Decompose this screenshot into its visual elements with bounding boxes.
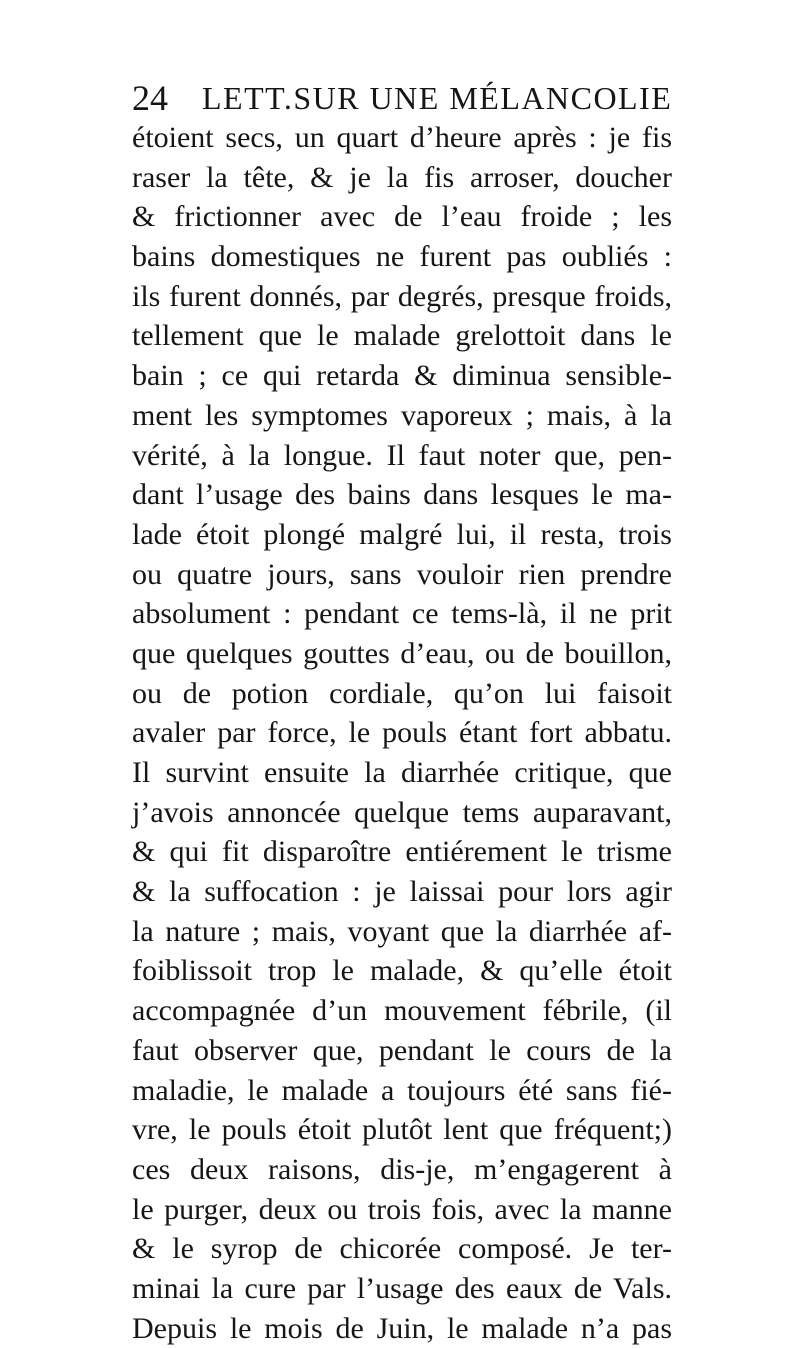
text-line: vérité, à la longue. Il faut noter que, pen- (132, 438, 672, 472)
text-line: & frictionner avec de l’eau froide ; les (132, 200, 672, 234)
text-line: & le syrop de chicorée composé. Je ter- (132, 1232, 672, 1266)
text-line: le purger, deux ou trois fois, avec la manne (132, 1192, 672, 1226)
text-line: bains domestiques ne furent pas oubliés : (132, 240, 672, 274)
text-line: dant l’usage des bains dans lesques le ma- (132, 478, 672, 512)
text-line: tellement que le malade grelottoit dans le (132, 319, 672, 353)
text-line: j’avois annoncée quelque tems auparavant, (132, 795, 672, 829)
text-line: ment les symptomes vaporeux ; mais, à la (132, 398, 672, 432)
text-line: bain ; ce qui retarda & diminua sensible- (132, 359, 672, 393)
body-text (132, 118, 672, 1348)
text-line: avaler par force, le pouls étant fort abbatu. (132, 716, 672, 750)
text-line: faut observer que, pendant le cours de la (132, 1033, 672, 1067)
text-line: raser la tête, & je la fis arroser, doucher (132, 160, 672, 194)
text-line: Depuis le mois de Juin, le malade n’a pas (132, 1311, 672, 1345)
text-line: ou quatre jours, sans vouloir rien prendre (132, 557, 672, 591)
text-line: étoient secs, un quart d’heure après : je fis (132, 121, 672, 154)
text-line: ces deux raisons, dis-je, m’engagerent à (132, 1152, 672, 1186)
text-line: que quelques gouttes d’eau, ou de bouillon, (132, 636, 672, 670)
text-line: ou de potion cordiale, qu’on lui faisoit (132, 676, 672, 710)
text-line: & qui fit disparoître entiérement le trisme (132, 835, 672, 869)
text-line: absolument : pendant ce tems-là, il ne prit (132, 597, 672, 631)
text-line: la nature ; mais, voyant que la diarrhée af- (132, 914, 672, 948)
text-line: & la suffocation : je laissai pour lors agir (132, 875, 672, 909)
text-line: maladie, le malade a toujours été sans fié- (132, 1073, 672, 1107)
running-title: LETT.SUR UNE MÉLANCOLIE (202, 80, 673, 116)
text-line: minai la cure par l’usage des eaux de Vals. (132, 1271, 672, 1305)
page-number: 24 (132, 78, 168, 118)
text-line: foiblissoit trop le malade, & qu’elle étoit (132, 954, 672, 988)
text-line: Il survint ensuite la diarrhée critique, que (132, 756, 672, 789)
text-line: lade étoit plongé malgré lui, il resta, trois (132, 517, 672, 551)
text-line: ils furent donnés, par degrés, presque froids, (132, 279, 672, 313)
text-line: accompagnée d’un mouvement fébrile, (il (132, 994, 672, 1028)
text-line: vre, le pouls étoit plutôt lent que fréquent;) (132, 1113, 672, 1147)
